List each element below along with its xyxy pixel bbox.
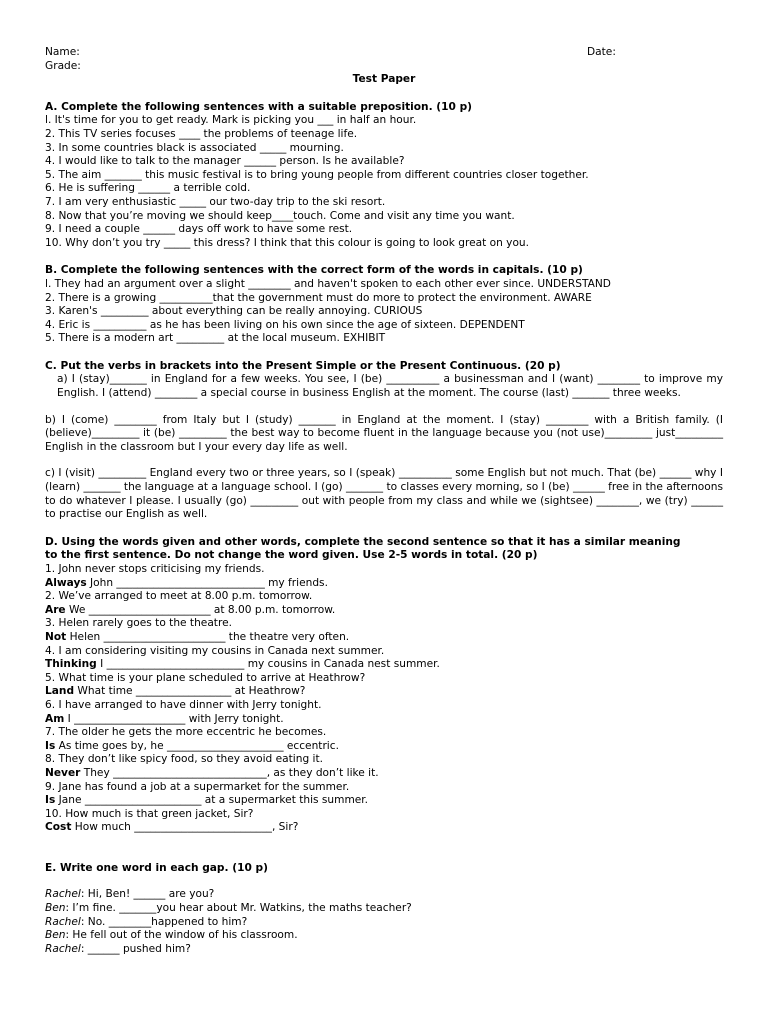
section-a-item: 2. This TV series focuses ____ the problems of teenage life. xyxy=(45,127,358,140)
section-b-item: 3. Karen's _________ about everything can be really annoying. CURIOUS xyxy=(45,305,423,318)
section-d-answer-line xyxy=(45,685,723,699)
section-d-answer-line xyxy=(45,767,723,781)
section-a-item: 7. I am very enthusiastic _____ our two-day trip to the ski resort. xyxy=(45,195,386,208)
section-d-question: 10. How much is that green jacket, Sir? xyxy=(45,807,254,820)
dialogue-line xyxy=(45,929,723,943)
section-d-heading-line-1: D. Using the words given and other words, complete the second sentence so that it has a similar meaning xyxy=(45,535,681,548)
section-b-item: 5. There is a modern art _________ at the local museum. EXHIBIT xyxy=(45,332,386,345)
dialogue-text: : Hi, Ben! ______ are you? xyxy=(80,888,215,901)
section-b-item: 4. Eric is __________ as he has been living on his own since the age of sixteen. DEPENDENT xyxy=(45,318,525,331)
section-d-question: 1. John never stops criticising my friends. xyxy=(45,563,265,575)
section-a-item: 4. I would like to talk to the manager ______ person. Is he available? xyxy=(45,155,405,168)
section-d-heading-line-2: to the first sentence. Do not change the word given. Use 2-5 words in total. (20 p) xyxy=(45,549,538,562)
section-d-question: 2. We’ve arranged to meet at 8.00 p.m. tomorrow. xyxy=(45,590,313,603)
section-a-item: 10. Why don’t you try _____ this dress? I think that this colour is going to look great on you. xyxy=(45,236,530,249)
section-b-item: 2. There is a growing __________that the government must do more to protect the environment. AWARE xyxy=(45,291,592,304)
test-paper xyxy=(45,46,723,956)
section-d-answer-line xyxy=(45,604,723,618)
key-word: Thinking xyxy=(45,658,97,671)
answer-text: John ____________________________ my friends. xyxy=(86,576,328,589)
section-a-item: l. It's time for you to get ready. Mark is picking you ___ in half an hour. xyxy=(45,114,417,127)
answer-text: They _____________________________, as they don’t like it. xyxy=(80,766,379,779)
speaker-name: Rachel xyxy=(45,888,81,901)
section-a-item: 3. In some countries black is associated _____ mourning. xyxy=(45,141,344,154)
answer-text: How much __________________________, Sir? xyxy=(71,821,299,834)
section-d-answer-line xyxy=(45,821,723,835)
section-d-answer-line xyxy=(45,794,723,808)
section-b-item: l. They had an argument over a slight ________ and haven't spoken to each other ever since. UNDERSTAND xyxy=(45,277,611,290)
answer-text: I __________________________ my cousins in Canada nest summer. xyxy=(96,658,440,671)
section-a-heading: A. Complete the following sentences with a suitable preposition. (10 p) xyxy=(45,100,472,113)
spacer xyxy=(45,522,723,536)
key-word: Is xyxy=(45,794,56,807)
section-d-question: 6. I have arranged to have dinner with Jerry tonight. xyxy=(45,698,322,711)
spacer xyxy=(45,849,723,862)
section-d-question: 7. The older he gets the more eccentric he becomes. xyxy=(45,726,327,739)
key-word: Always xyxy=(45,576,87,589)
dialogue-line xyxy=(45,902,723,916)
section-b-heading: B. Complete the following sentences with the correct form of the words in capitals. (10 p) xyxy=(45,264,583,277)
section-d-answer-line xyxy=(45,631,723,645)
speaker-name: Ben xyxy=(45,902,66,915)
speaker-name: Rachel xyxy=(45,915,81,928)
key-word: Land xyxy=(45,685,75,698)
grade-label: Grade: xyxy=(45,59,81,72)
spacer xyxy=(45,87,723,101)
section-e-heading: E. Write one word in each gap. (10 p) xyxy=(45,861,268,874)
answer-text: Helen _______________________ the theatre very often. xyxy=(66,630,350,643)
dialogue-line xyxy=(45,916,723,930)
section-d-answer-line xyxy=(45,713,723,727)
section-d-question: 3. Helen rarely goes to the theatre. xyxy=(45,617,232,630)
speaker-name: Ben xyxy=(45,929,66,942)
section-d-answer-line xyxy=(45,577,723,591)
key-word: Am xyxy=(45,712,65,725)
section-d-answer-line xyxy=(45,658,723,672)
key-word: Are xyxy=(45,603,66,616)
dialogue-line xyxy=(45,888,723,902)
dialogue-text: : I’m fine. _______you hear about Mr. Watkins, the maths teacher? xyxy=(65,902,412,915)
speaker-name: Rachel xyxy=(45,942,81,955)
section-a-item: 9. I need a couple ______ days off work to have some rest. xyxy=(45,223,353,236)
spacer xyxy=(45,250,723,264)
section-a-item: 6. He is suffering ______ a terrible cold. xyxy=(45,182,251,195)
section-c-paragraph-a: a) I (stay)_______ in England for a few weeks. You see, I (be) __________ a businessman and I (want) ________ to improve my English. I (attend) ________ a special course in business English at the moment. The course (last) _______ three weeks. xyxy=(57,373,723,400)
section-c-paragraph-b: b) I (come) ________ from Italy but I (study) _______ in England at the moment. I (stay) ________ with a British family. (I (believe)_________ it (be) _________ the best way to become fluent in the language because you (not use)_________ just_________ English in the classroom but I your every day life as well. xyxy=(45,413,723,453)
date-label: Date: xyxy=(587,46,616,58)
section-c-heading: C. Put the verbs in brackets into the Present Simple or the Present Continuous. (20 p) xyxy=(45,359,561,372)
answer-text: What time __________________ at Heathrow? xyxy=(74,685,306,698)
key-word: Not xyxy=(45,630,67,643)
header-row xyxy=(45,46,723,60)
answer-text: We _______________________ at 8.00 p.m. tomorrow. xyxy=(65,603,336,616)
key-word: Is xyxy=(45,739,56,752)
answer-text: Jane ______________________ at a supermarket this summer. xyxy=(55,794,369,807)
spacer xyxy=(45,875,723,888)
dialogue-line xyxy=(45,943,723,957)
spacer xyxy=(45,454,723,467)
section-a-item: 5. The aim _______ this music festival is to bring young people from different countries closer together. xyxy=(45,168,589,181)
section-d-question: 8. They don’t like spicy food, so they avoid eating it. xyxy=(45,753,323,766)
section-d-answer-line xyxy=(45,740,723,754)
page-title: Test Paper xyxy=(352,73,416,86)
answer-text: As time goes by, he ______________________ eccentric. xyxy=(55,739,339,752)
spacer xyxy=(45,835,723,849)
key-word: Never xyxy=(45,766,81,779)
spacer xyxy=(45,346,723,360)
dialogue-text: : ______ pushed him? xyxy=(80,942,191,955)
spacer xyxy=(45,401,723,414)
answer-text: I _____________________ with Jerry tonight. xyxy=(64,712,284,725)
dialogue-text: : No. ________happened to him? xyxy=(80,915,248,928)
section-d-question: 5. What time is your plane scheduled to arrive at Heathrow? xyxy=(45,671,366,684)
name-label: Name: xyxy=(45,46,80,58)
key-word: Cost xyxy=(45,821,72,834)
dialogue-text: : He fell out of the window of his classroom. xyxy=(65,929,298,942)
section-a-item: 8. Now that you’re moving we should keep____touch. Come and visit any time you want. xyxy=(45,209,515,222)
section-d-question: 4. I am considering visiting my cousins in Canada next summer. xyxy=(45,644,385,657)
section-c-paragraph-c: c) I (visit) _________ England every two or three years, so I (speak) __________ some English but not much. That (be) ______ why I (learn) _______ the language at a language school. I (go) _______ to classes every morning, so I (be) ______ free in the afternoons to do whatever I please. I usually (go) _________ out with people from my class and while we (sightsee) ________, we (try) ______ to practise our English as well. xyxy=(45,467,723,521)
section-d-question: 9. Jane has found a job at a supermarket for the summer. xyxy=(45,780,350,793)
